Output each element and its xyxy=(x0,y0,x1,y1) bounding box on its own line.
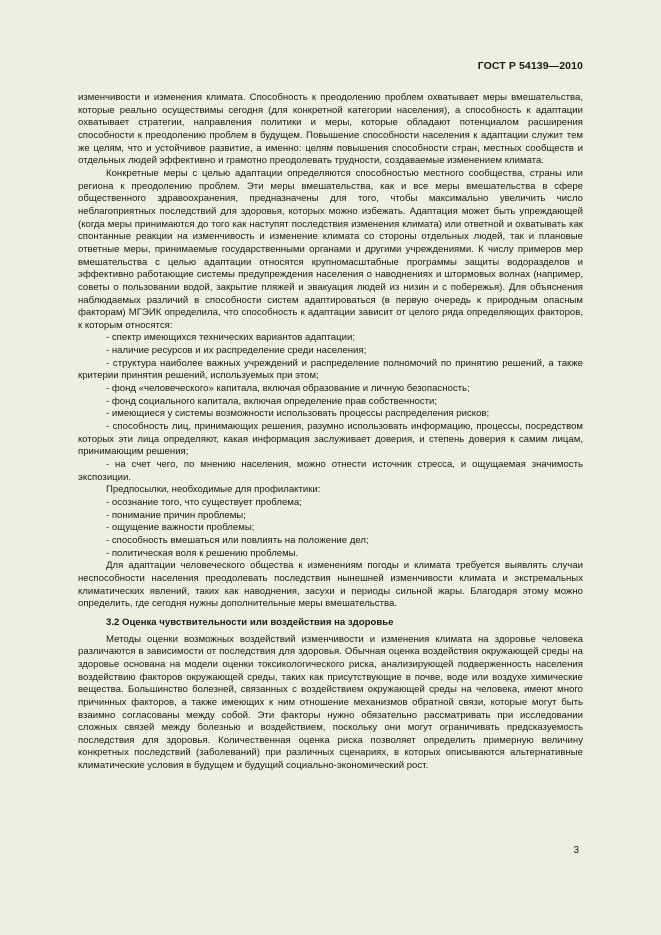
prerequisite-item: - осознание того, что существует проблема; xyxy=(106,497,302,508)
standard-header: ГОСТ Р 54139—2010 xyxy=(477,60,583,72)
paragraph-assessment-methods: Методы оценки возможных воздействий изменчивости и изменения климата на здоровье человека различаются в зависимости от последствия для здоровья. Обычная оценка воздействия окружающей среды на здоровье основана на модели оценки токсикологического риска, анализирующей подверженность населения воздействию факторов окружающей среды, таких как присутствующие в почве, воде или воздухе химические вещества. Большинство болезней, связанных с воздействием окружающей среды на человека, имеют много причинных факторов, а также имеющих к ним отношение механизмов обратной связи, которые могут быть взаимно согласованы между собой. Эти факторы нужно обязательно рассматривать при исследовании сложных связей между болезнью и воздействием, поскольку они могут ограничивать предсказуемость последствия для здоровья. Количественная оценка риска позволяет определить примерную величину конкретных последствий (заболеваний) при различных сценариях, в которых описываются альтернативные климатические условия в будущем и будущий социально-экономический рост. xyxy=(78,633,583,772)
factor-item: - фонд социального капитала, включая определение прав собственности; xyxy=(106,395,438,407)
factor-item: - на счет чего, по мнению населения, можно отнести источник стресса, и ощущаемая значимость экспозиции. xyxy=(78,459,583,483)
factor-item: - фонд «человеческого» капитала, включая образование и личную безопасность; xyxy=(106,383,470,395)
factor-item: - способность лиц, принимающих решения, разумно использовать информацию, процессы, посредством которых эти лица определяют, какая информация заслуживает доверия, и степень доверия к самим лицам, принимающим решения; xyxy=(78,421,583,458)
factor-item: - наличие ресурсов и их распределение среди населения; xyxy=(106,345,367,357)
factor-item: - спектр имеющихся технических вариантов адаптации; xyxy=(106,332,355,344)
paragraph-adaptation-measures: Конкретные меры с целью адаптации определяются способностью местного сообщества, страны или региона к преодолению проблем. Эти меры вмешательства, как и все меры вмешательства в сфере общественного здравоохранения, предназначены для того, чтобы максимально увеличить число неблагоприятных последствий для здоровья, которых можно избежать. Адаптация может быть упреждающей (когда меры принимаются до того как наступят последствия изменения климата) или ответной и охватывать как спонтанные реакции на изменчивость и изменение климата со стороны отдельных людей, так и плановые ответные меры, принимаемые государственными органами и другими учреждениями. К числу примеров мер вмешательства с целью адаптации относятся крупномасштабные программы защиты водоразделов и эффективно работающие системы предупреждения населения о наводнениях и штормовых волнах (например, советы о пользовании водой, закрытие пляжей и эвакуация людей из низин и с побережья). Для объяснения наблюдаемых различий в способности систем адаптироваться (в первую очередь к природным опасным факторам) МГЭИК определила, что способность к адаптации зависит от целого ряда определяющих факторов, к которым относятся: xyxy=(78,167,583,331)
prerequisite-item: - ощущение важности проблемы; xyxy=(106,522,255,534)
paragraph-adaptation-society: Для адаптации человеческого общества к изменениям погоды и климата требуется выявлять случаи неспособности населения преодолевать последствия нынешней изменчивости климата и экстремальных климатических явлений, таких как наводнения, засухи и периоды сильной жары. Благодаря этому можно определить, где сегодня нужны дополнительные меры вмешательства. xyxy=(78,560,583,610)
section-heading: 3.2 Оценка чувствительности или воздействия на здоровье xyxy=(106,616,394,628)
prerequisite-item: - понимание причин проблемы; xyxy=(106,509,246,521)
page-body xyxy=(78,92,583,773)
prerequisite-item: - политическая воля к решению проблемы. xyxy=(106,547,299,559)
page-number: 3 xyxy=(573,845,579,856)
prerequisites-intro: Предпосылки, необходимые для профилактики: xyxy=(106,484,321,496)
factor-item: - структура наиболее важных учреждений и распределение полномочий по принятию решений, а также критерии принятия решений, используемых при этом; xyxy=(78,357,583,382)
paragraph-continuation: изменчивости и изменения климата. Способность к преодолению проблем охватывает меры вмешательства, которые реально осуществимы сегодня (для конкретной категории населения), а способность к адаптации охватывает стратегии, направления политики и меры, которые обладают потенциалом расширения способности к преодолению проблем в будущем. Повышение способности населения к адаптации служит тем же целям, что и устойчивое развитие, а именно: целям повышения способности стран, местных сообществ и отдельных людей эффективно и грамотно преодолевать трудности, создаваемые изменением климата. xyxy=(78,92,583,167)
factor-item: - имеющиеся у системы возможности использовать процессы распределения рисков; xyxy=(106,408,490,420)
prerequisite-item: - способность вмешаться или повлиять на положение дел; xyxy=(106,534,369,546)
